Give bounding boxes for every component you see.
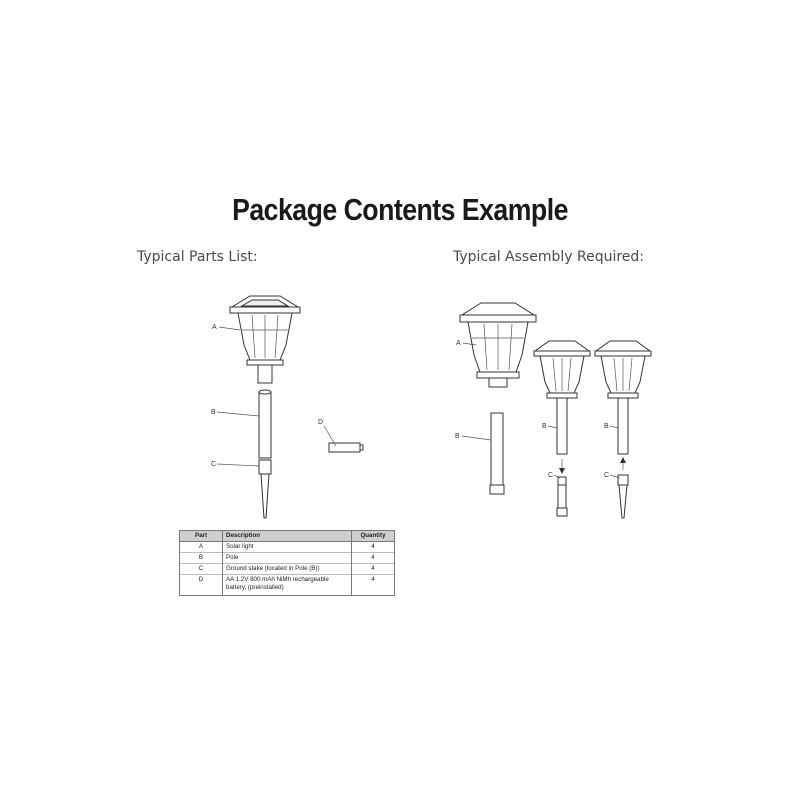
callout-label-c: C <box>211 461 217 468</box>
table-row <box>180 564 395 575</box>
pole-part-b <box>259 390 271 458</box>
callout-label-d: D <box>318 419 324 426</box>
battery-part-d <box>329 443 363 452</box>
cell-quantity: 4 <box>352 575 395 596</box>
assembly-callout-c-middle: C <box>548 472 554 479</box>
table-header-row <box>180 531 395 542</box>
callout-label-b: B <box>211 409 216 416</box>
cell-part: C <box>180 564 223 575</box>
cell-part: A <box>180 542 223 553</box>
cell-quantity: 4 <box>352 564 395 575</box>
ground-stake-part-c <box>259 460 271 518</box>
solar-light-part-a <box>230 296 300 383</box>
header-description: Description <box>223 531 352 542</box>
cell-part: D <box>180 575 223 596</box>
cell-part: B <box>180 553 223 564</box>
assembly-callout-b-right: B <box>604 423 609 430</box>
table-row <box>180 542 395 553</box>
cell-description: AA 1.2V 800 mAh NiMh rechargeable battery, (preinstalled) <box>223 575 352 596</box>
assembly-callout-a: A <box>456 340 461 347</box>
assembly-callout-b-middle: B <box>542 423 547 430</box>
cell-description: Solar light <box>223 542 352 553</box>
assembly-heading: Typical Assembly Required: <box>453 249 645 265</box>
header-quantity: Quantity <box>352 531 395 542</box>
table-row <box>180 553 395 564</box>
page-title: Package Contents Example <box>232 192 568 227</box>
assembly-callout-c-right: C <box>604 472 610 479</box>
callout-label-a: A <box>212 324 217 331</box>
assembly-light-large <box>460 303 536 494</box>
header-part: Part <box>180 531 223 542</box>
parts-list-heading: Typical Parts List: <box>137 249 258 265</box>
cell-description: Ground stake (located in Pole (B)) <box>223 564 352 575</box>
parts-table <box>179 530 395 596</box>
table-row <box>180 575 395 596</box>
assembly-callout-b: B <box>455 433 460 440</box>
cell-quantity: 4 <box>352 553 395 564</box>
cell-quantity: 4 <box>352 542 395 553</box>
cell-description: Pole <box>223 553 352 564</box>
